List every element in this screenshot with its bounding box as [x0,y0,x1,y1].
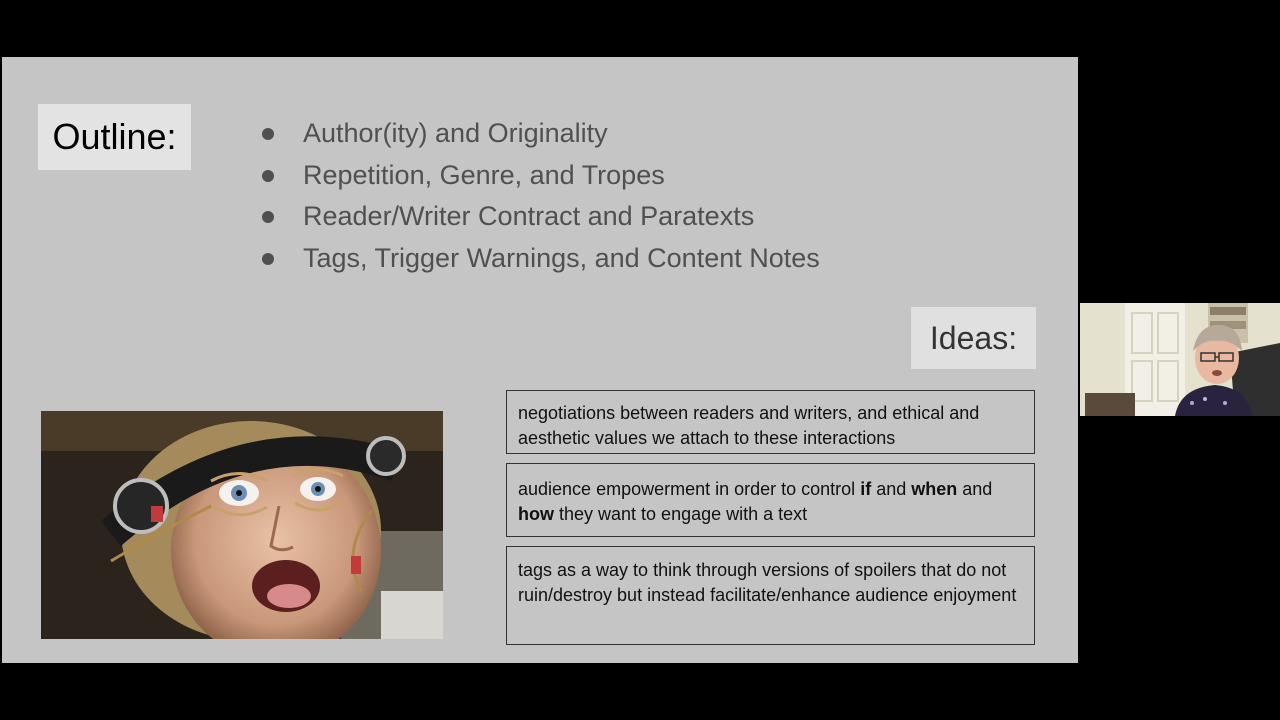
outline-item [258,155,820,197]
idea-card-text: negotiations between readers and writers, and ethical and aesthetic values we attach to these interactions [518,403,980,448]
outline-item-label: Tags, Trigger Warnings, and Content Notes [303,242,820,273]
bullet-icon [262,128,274,140]
idea-text-part: they want to engage with a text [554,504,808,524]
bullet-icon [262,170,274,182]
idea-card-empowerment [506,463,1035,537]
ideas-heading: Ideas: [911,307,1036,369]
idea-card-text: tags as a way to think through versions of spoilers that do not ruin/destroy but instead facilitate/enhance audience enjoyment [518,560,1017,605]
presenter-webcam-feed [1080,303,1280,416]
idea-text-emphasis: how [518,504,554,524]
outline-item [258,113,820,155]
idea-card-negotiations [506,390,1035,454]
idea-text-emphasis: when [911,479,958,499]
bullet-icon [262,211,274,223]
outline-item-label: Author(ity) and Originality [303,118,608,148]
film-still-image [41,411,443,639]
outline-list [258,113,820,279]
bullet-icon [262,253,274,265]
presentation-slide [2,57,1078,663]
outline-item-label: Reader/Writer Contract and Paratexts [303,201,755,231]
outline-item [258,238,820,280]
idea-text-part: audience empowerment in order to control [518,479,861,499]
outline-item-label: Repetition, Genre, and Tropes [303,159,665,190]
idea-text-part: and [871,479,912,499]
idea-text-emphasis: if [860,479,872,499]
outline-heading: Outline: [38,104,191,170]
idea-text-part: and [957,479,993,499]
outline-item [258,196,820,238]
idea-card-spoilers [506,546,1035,645]
